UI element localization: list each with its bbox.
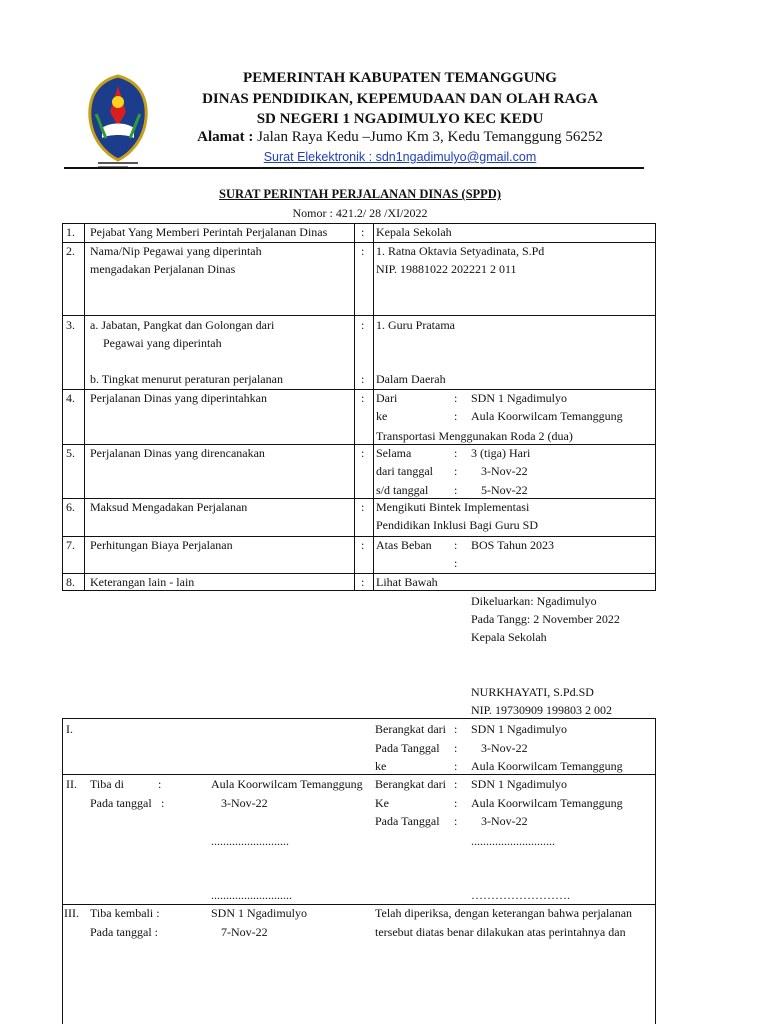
travel-iii-tanggal-value: 7-Nov-22 [221, 925, 268, 939]
travel-ii-tanggal2-label: Pada Tanggal [375, 814, 440, 828]
travel-iii-ket-1: Telah diperiksa, dengan keterangan bahwa perjalanan [375, 906, 633, 920]
row4-dari-value: SDN 1 Ngadimulyo [471, 391, 567, 405]
travel-ii-colon-2: : [161, 796, 165, 810]
row7-colon: : [361, 538, 365, 552]
travel-i-berangkat-label: Berangkat dari [375, 722, 446, 736]
row2-number: 2. [66, 244, 75, 258]
row5-selama-value: 3 (tiga) Hari [471, 446, 531, 460]
row4-ke-label: ke [376, 409, 388, 423]
travel-i-ke-label: ke [375, 759, 387, 773]
row7-beban-label: Atas Beban [376, 538, 432, 552]
row4-dari-label: Dari [376, 391, 398, 405]
row4-number: 4. [66, 391, 75, 405]
travel-i-tanggal-label: Pada Tanggal [375, 741, 440, 755]
sign-jabatan: Kepala Sekolah [471, 630, 547, 644]
row1-number: 1. [66, 225, 75, 239]
travel-iii-ket-2: tersebut diatas benar dilakukan atas perintahnya dan [375, 925, 626, 939]
travel-iii-tiba-label: Tiba kembali : [90, 906, 160, 920]
row5-selama-colon: : [454, 446, 458, 460]
row2-colon: : [361, 244, 365, 258]
travel-ii-ke-label: Ke [375, 796, 389, 810]
row3-label-a1: a. Jabatan, Pangkat dan Golongan dari [90, 318, 275, 332]
row4-ke-value: Aula Koorwilcam Temanggung [471, 409, 623, 423]
travel-ii-tiba-value: Aula Koorwilcam Temanggung [211, 777, 363, 791]
header-line-2: DINAS PENDIDIKAN, KEPEMUDAAN DAN OLAH RAGA [202, 91, 598, 107]
travel-ii-colon-5: : [454, 814, 458, 828]
row3-label-b: b. Tingkat menurut peraturan perjalanan [90, 372, 283, 386]
row3-colon-a: : [361, 318, 365, 332]
header-email-wrap [160, 148, 640, 166]
travel-ii-dots-left-1: .......................... [211, 834, 289, 848]
email-link[interactable]: Surat Elekektronik : sdn1ngadimulyo@gmail.com [263, 150, 537, 164]
travel-ii-number: II. [66, 777, 77, 791]
row3-number: 3. [66, 318, 75, 332]
row3-label-a2: Pegawai yang diperintah [103, 336, 222, 350]
travel-i-colon-2: : [454, 741, 458, 755]
row7-label: Perhitungan Biaya Perjalanan [90, 538, 233, 552]
row1-value: Kepala Sekolah [376, 225, 452, 239]
row5-sd-label: s/d tanggal [376, 483, 429, 497]
travel-ii-colon-1: : [158, 777, 162, 791]
row1-colon: : [361, 225, 365, 239]
sign-tanggal: Pada Tangg: 2 November 2022 [471, 612, 620, 626]
doc-title: SURAT PERINTAH PERJALANAN DINAS (SPPD) [219, 187, 501, 201]
row2-label-1: Nama/Nip Pegawai yang diperintah [90, 244, 262, 258]
row5-sd-value: 5-Nov-22 [481, 483, 528, 497]
row5-dari-colon: : [454, 464, 458, 478]
row5-sd-colon: : [454, 483, 458, 497]
travel-i-berangkat-value: SDN 1 Ngadimulyo [471, 722, 567, 736]
row2-label-2: mengadakan Perjalanan Dinas [90, 262, 236, 276]
row8-label: Keterangan lain - lain [90, 575, 195, 589]
row2-value-1: 1. Ratna Oktavia Setyadinata, S.Pd [376, 244, 545, 258]
row5-dari-value: 3-Nov-22 [481, 464, 528, 478]
travel-ii-berangkat-value: SDN 1 Ngadimulyo [471, 777, 567, 791]
row3-value-a: 1. Guru Pratama [376, 318, 455, 332]
travel-ii-dots-right-2: ……………………. [471, 888, 570, 902]
row2-value-2: NIP. 19881022 202221 2 011 [376, 262, 517, 276]
address-label: Alamat : [197, 129, 254, 145]
row8-colon: : [361, 575, 365, 589]
header-line-1: PEMERINTAH KABUPATEN TEMANGGUNG [243, 70, 557, 86]
travel-ii-dots-left-2: ........................... [211, 888, 292, 902]
travel-ii-tiba-label: Tiba di [90, 777, 124, 791]
travel-ii-tanggal-label: Pada tanggal [90, 796, 152, 810]
header-address [160, 129, 640, 146]
header-rule [64, 167, 644, 169]
travel-ii-tanggal2-value: 3-Nov-22 [481, 814, 528, 828]
row4-transport: Transportasi Menggunakan Roda 2 (dua) [376, 429, 573, 443]
row5-number: 5. [66, 446, 75, 460]
row5-colon: : [361, 446, 365, 460]
address-value: Jalan Raya Kedu –Jumo Km 3, Kedu Temanggung 56252 [253, 129, 603, 145]
travel-iii-tanggal-label: Pada tanggal : [90, 925, 158, 939]
row7-extra-colon: : [454, 556, 458, 570]
travel-i-colon-1: : [454, 722, 458, 736]
sign-nip: NIP. 19730909 199803 2 002 [471, 703, 613, 717]
travel-ii-ke-value: Aula Koorwilcam Temanggung [471, 796, 623, 810]
row6-colon: : [361, 500, 365, 514]
row7-beban-value: BOS Tahun 2023 [471, 538, 554, 552]
row7-beban-colon: : [454, 538, 458, 552]
row3-colon-b: : [361, 372, 365, 386]
row5-selama-label: Selama [376, 446, 412, 460]
row8-value: Lihat Bawah [376, 575, 438, 589]
sign-dikeluarkan: Dikeluarkan: Ngadimulyo [471, 594, 597, 608]
row8-number: 8. [66, 575, 75, 589]
row4-dari-colon: : [454, 391, 458, 405]
doc-nomor: Nomor : 421.2/ 28 /XI/2022 [292, 206, 428, 220]
travel-i-ke-value: Aula Koorwilcam Temanggung [471, 759, 623, 773]
row6-number: 6. [66, 500, 75, 514]
row3-value-b: Dalam Daerah [376, 372, 446, 386]
row6-value-1: Mengikuti Bintek Implementasi [376, 500, 530, 514]
travel-ii-dots-right-1: ............................ [471, 834, 555, 848]
travel-i-number: I. [66, 722, 73, 736]
travel-iii-tiba-value: SDN 1 Ngadimulyo [211, 906, 307, 920]
header-line-3: SD NEGERI 1 NGADIMULYO KEC KEDU [256, 111, 544, 127]
travel-ii-tanggal-value: 3-Nov-22 [221, 796, 268, 810]
travel-iii-number: III. [64, 906, 79, 920]
row4-label: Perjalanan Dinas yang diperintahkan [90, 391, 267, 405]
school-logo [82, 72, 154, 170]
travel-i-colon-3: : [454, 759, 458, 773]
travel-ii-berangkat-label: Berangkat dari [375, 777, 446, 791]
row5-dari-label: dari tanggal [376, 464, 433, 478]
row6-label: Maksud Mengadakan Perjalanan [90, 500, 248, 514]
row4-colon: : [361, 391, 365, 405]
row7-number: 7. [66, 538, 75, 552]
row6-value-2: Pendidikan Inklusi Bagi Guru SD [376, 518, 538, 532]
row1-label: Pejabat Yang Memberi Perintah Perjalanan Dinas [90, 225, 328, 239]
travel-ii-colon-4: : [454, 796, 458, 810]
row5-label: Perjalanan Dinas yang direncanakan [90, 446, 265, 460]
travel-ii-colon-3: : [454, 777, 458, 791]
row4-ke-colon: : [454, 409, 458, 423]
sign-nama: NURKHAYATI, S.Pd.SD [471, 685, 594, 699]
travel-i-tanggal-value: 3-Nov-22 [481, 741, 528, 755]
